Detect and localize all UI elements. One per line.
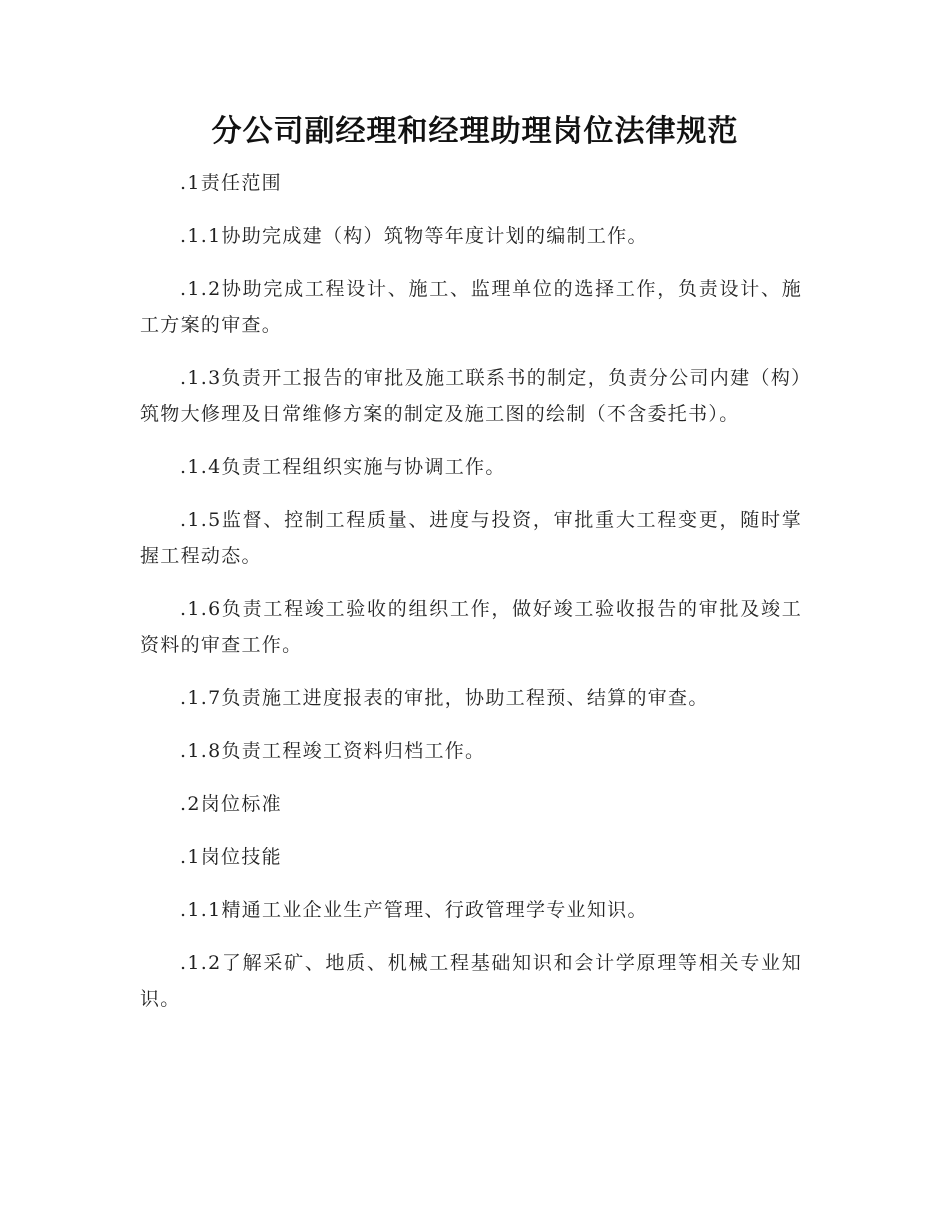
paragraph-item-2-1-2: .1.2了解采矿、地质、机械工程基础知识和会计学原理等相关专业知识。 — [140, 952, 802, 1010]
paragraph-job-standard: .2岗位标准 — [180, 793, 282, 815]
paragraph-item-1-1-1: .1.1协助完成建（构）筑物等年度计划的编制工作。 — [180, 225, 648, 247]
paragraph-item-1-1-3: .1.3负责开工报告的审批及施工联系书的制定，负责分公司内建（构）筑物大修理及日常维修方案的制定及施工图的绘制（不含委托书）。 — [140, 367, 802, 425]
document-body — [140, 165, 802, 1034]
paragraph-item-1-1-8: .1.8负责工程竣工资料归档工作。 — [180, 740, 486, 762]
document-title: 分公司副经理和经理助理岗位法律规范 — [211, 114, 739, 149]
paragraph-responsibility-scope: .1责任范围 — [180, 172, 282, 194]
paragraph-job-skills: .1岗位技能 — [180, 846, 282, 868]
paragraph-item-1-1-2: .1.2协助完成工程设计、施工、监理单位的选择工作，负责设计、施工方案的审查。 — [140, 278, 802, 336]
paragraph-item-1-1-5: .1.5监督、控制工程质量、进度与投资，审批重大工程变更，随时掌握工程动态。 — [140, 509, 802, 567]
paragraph-item-2-1-1: .1.1精通工业企业生产管理、行政管理学专业知识。 — [180, 899, 648, 921]
paragraph-item-1-1-4: .1.4负责工程组织实施与协调工作。 — [180, 456, 506, 478]
paragraph-item-1-1-7: .1.7负责施工进度报表的审批，协助工程预、结算的审查。 — [180, 687, 709, 709]
paragraph-item-1-1-6: .1.6负责工程竣工验收的组织工作，做好竣工验收报告的审批及竣工资料的审查工作。 — [140, 598, 802, 656]
